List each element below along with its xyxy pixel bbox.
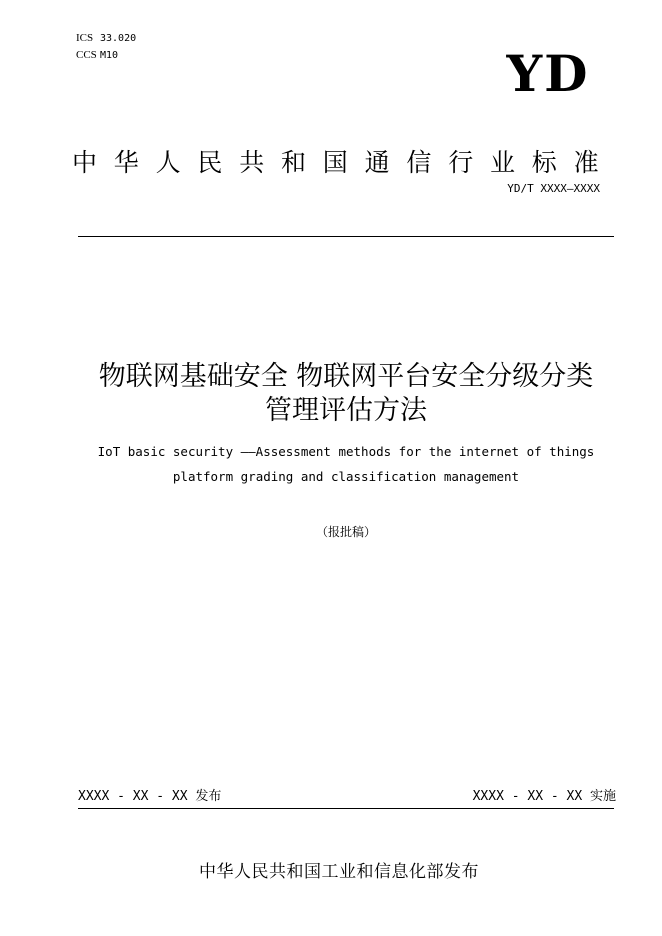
ics-label: ICS [76,32,94,44]
implement-date: XXXX - XX - XX 实施 [472,789,616,804]
yd-standard-mark: YD [506,44,590,103]
ics-value: 33.020 [100,33,137,44]
ccs-row [76,49,118,62]
title-cn-line1: 物联网基础安全 物联网平台安全分级分类 [98,361,594,392]
ccs-label: CCS [76,49,97,61]
issuer: 中华人民共和国工业和信息化部发布 [199,862,479,882]
publish-date: XXXX - XX - XX 发布 [78,789,222,804]
ics-row [76,32,136,45]
draft-status: （报批稿） [315,525,376,539]
footer-divider [78,808,614,809]
ccs-value: M10 [100,50,119,61]
standard-category: 中华人民共和国通信行业标准 [72,148,616,177]
title-cn-line2: 管理评估方法 [265,395,427,426]
title-en-line1: IoT basic security ——Assessment methods for the internet of things [97,444,595,459]
standard-number: YD/T XXXX—XXXX [507,182,600,195]
title-en-line2: platform grading and classification management [172,469,520,484]
header-divider [78,236,614,237]
